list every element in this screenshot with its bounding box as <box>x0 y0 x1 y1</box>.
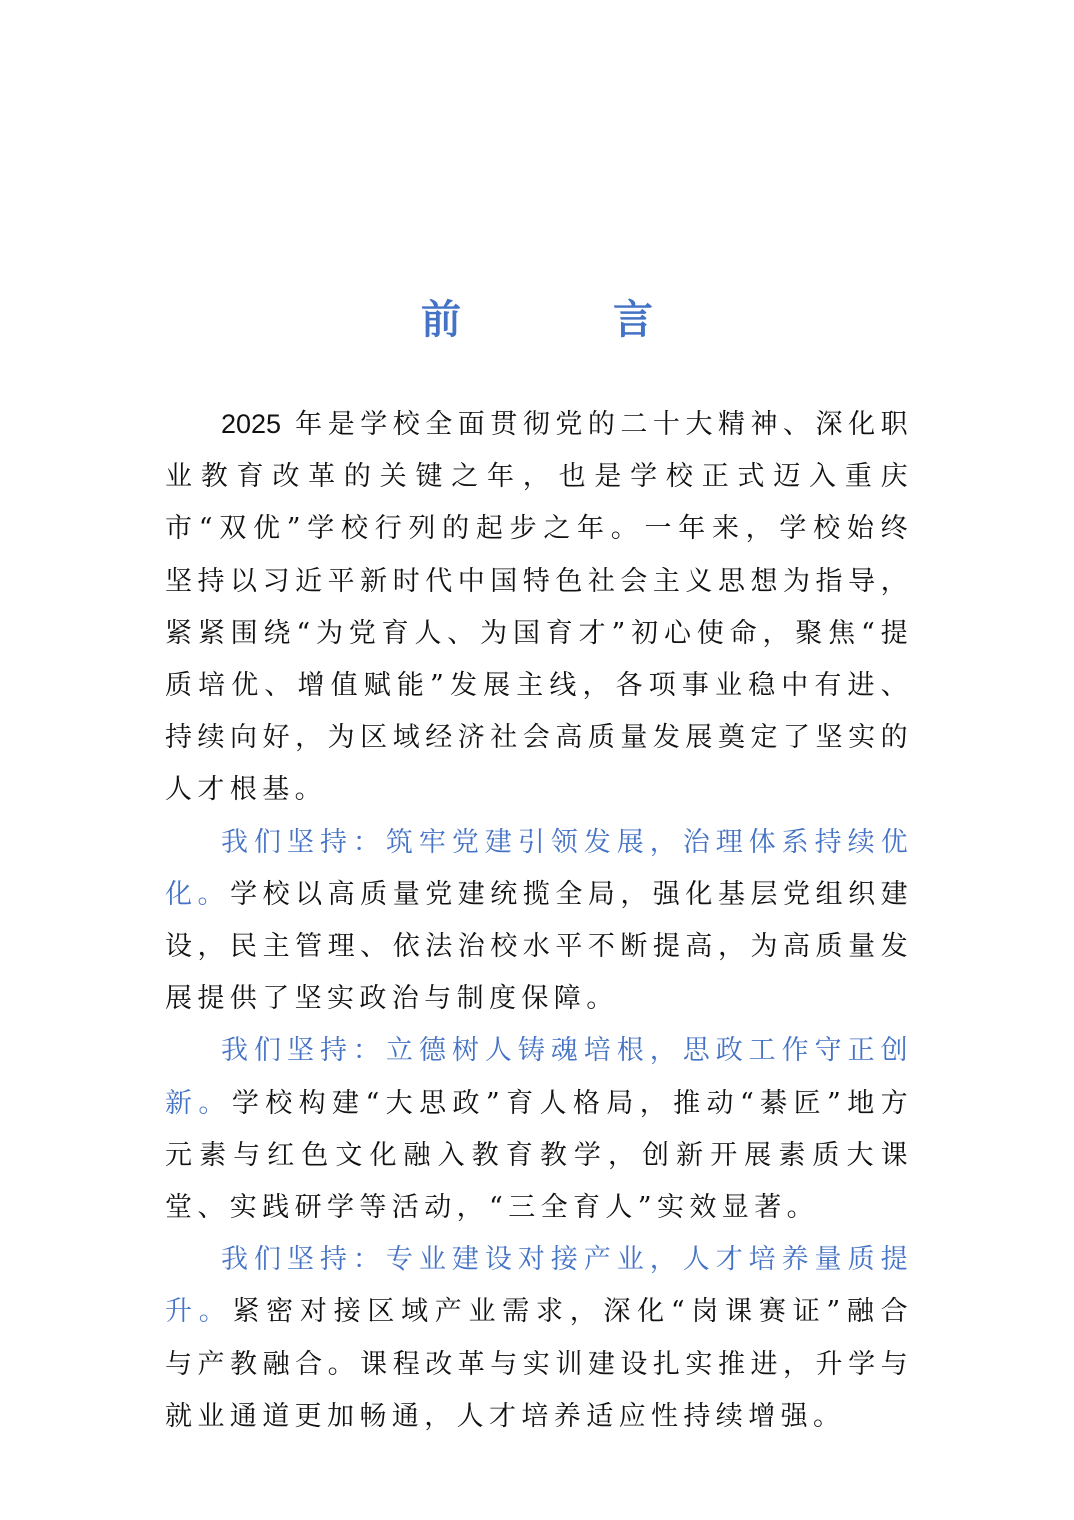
section-lead: 我们坚持：筑牢党建引领发展，治理体系持续优化。 <box>165 826 913 910</box>
section-lead: 我们坚持：立德树人铸魂培根，思政工作守正创新。 <box>165 1035 913 1119</box>
document-body <box>165 398 913 1443</box>
page-title: 前 言 <box>421 296 709 343</box>
section-lead: 我们坚持：专业建设对接产业，人才培养量质提升。 <box>165 1244 913 1328</box>
section-paragraph <box>165 1234 913 1443</box>
section-text: 紧密对接区域产业需求，深化“岗课赛证”融合与产教融合。课程改革与实训建设扎实推进，升学与就业通道更加畅通，人才培养适应性持续增强。 <box>165 1296 913 1432</box>
section-paragraph <box>165 1025 913 1234</box>
intro-text: 年是学校全面贯彻党的二十大精神、深化职业教育改革的关键之年，也是学校正式迈入重庆市“双优”学校行列的起步之年。一年来，学校始终坚持以习近平新时代中国特色社会主义思想为指导，紧紧围绕“为党育人、为国育才”初心使命，聚焦“提质培优、增值赋能”发展主线，各项事业稳中有进、持续向好，为区域经济社会高质量发展奠定了坚实的人才根基。 <box>165 409 913 806</box>
section-paragraph <box>165 817 913 1026</box>
section-text: 学校以高质量党建统揽全局，强化基层党组织建设，民主管理、依法治校水平不断提高，为高质量发展提供了坚实政治与制度保障。 <box>165 878 913 1015</box>
intro-paragraph <box>165 398 913 817</box>
year-text: 2025 <box>221 409 282 439</box>
section-text: 学校构建“大思政”育人格局，推动“綦匠”地方元素与红色文化融入教育教学，创新开展素质大课堂、实践研学等活动，“三全育人”实效显著。 <box>165 1087 913 1224</box>
